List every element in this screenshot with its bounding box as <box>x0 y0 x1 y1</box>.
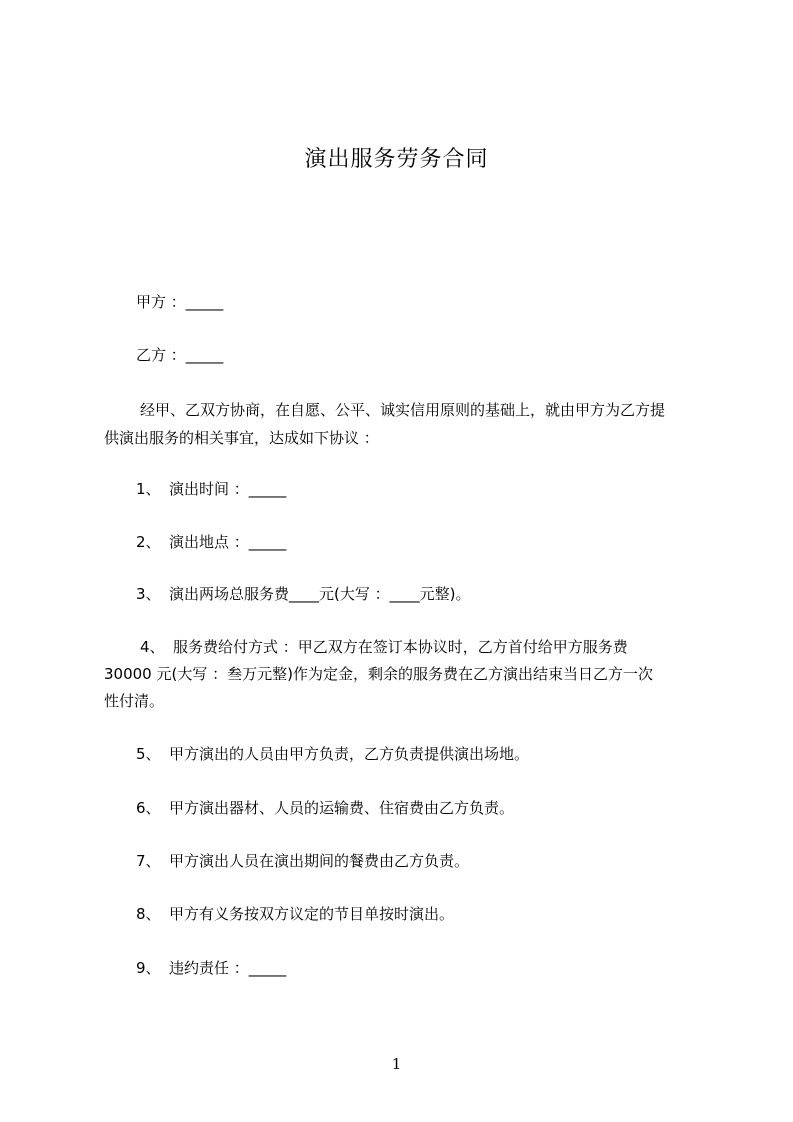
document-title: 演出服务劳务合同 <box>304 147 489 172</box>
page-number: 1 <box>391 1055 402 1073</box>
clause-1 <box>136 479 286 499</box>
clause-3 <box>136 584 470 604</box>
intro-line-1: 经甲、乙双方协商，在自愿、公平、诚实信用原则的基础上，就由甲方为乙方提 <box>140 401 666 419</box>
clause-4-line-2: 30000 元(大写 ：叁万元整)作为定金，剩余的服务费在乙方演出结束当日乙方一次 <box>104 665 653 683</box>
clause-text: 演出时间 ：_____ <box>169 480 287 498</box>
clause-5 <box>136 744 529 764</box>
clause-number: 4、 <box>140 638 165 656</box>
clause-7 <box>136 851 469 871</box>
clause-text: 违约责任 ：_____ <box>169 959 287 977</box>
clause-4 <box>104 634 704 715</box>
clause-number: 7、 <box>136 852 161 870</box>
clause-4-line-1: 服务费给付方式 ：甲乙双方在签订本协议时，乙方首付给甲方服务费 <box>173 638 628 656</box>
party-b: 乙方 ：_____ <box>136 346 224 364</box>
party-a: 甲方 ：_____ <box>136 293 224 311</box>
clause-number: 3、 <box>136 585 161 603</box>
clause-text: 甲方演出器材、人员的运输费、住宿费由乙方负责。 <box>169 799 515 817</box>
clause-number: 5、 <box>136 745 161 763</box>
clause-2 <box>136 532 286 552</box>
clause-number: 2、 <box>136 533 161 551</box>
clause-number: 8、 <box>136 905 161 923</box>
intro-line-2: 供演出服务的相关事宜，达成如下协议 ： <box>104 429 379 447</box>
clause-text: 甲方演出的人员由甲方负责，乙方负责提供演出场地。 <box>169 745 530 763</box>
intro-paragraph <box>104 396 704 452</box>
clause-9 <box>136 958 286 978</box>
clause-text: 甲方演出人员在演出期间的餐费由乙方负责。 <box>169 852 470 870</box>
clause-6 <box>136 798 514 818</box>
clause-text: 演出地点 ：_____ <box>169 533 287 551</box>
clause-number: 1、 <box>136 480 161 498</box>
clause-text: 演出两场总服务费____元(大写 ：____元整)。 <box>169 585 471 603</box>
clause-text: 甲方有义务按双方议定的节目单按时演出。 <box>169 905 455 923</box>
clause-number: 6、 <box>136 799 161 817</box>
clause-number: 9、 <box>136 959 161 977</box>
clause-4-line-3: 性付清。 <box>104 692 165 710</box>
clause-8 <box>136 904 454 924</box>
